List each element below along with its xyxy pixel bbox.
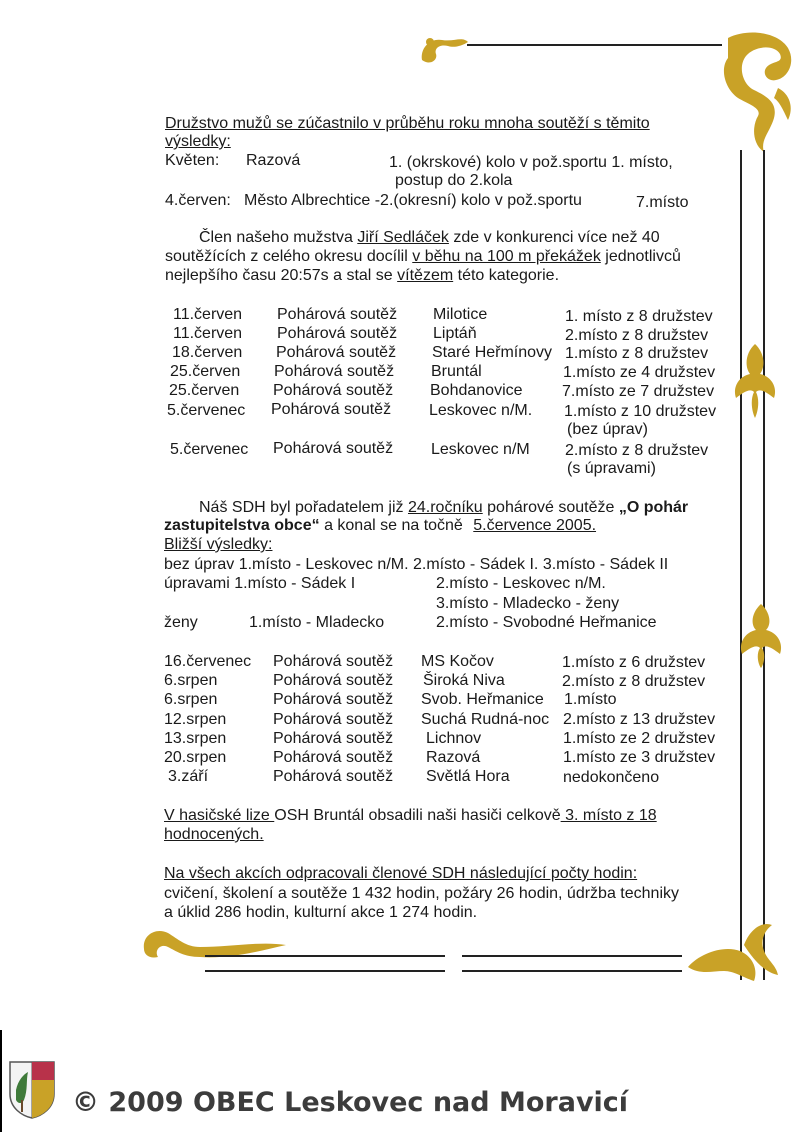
r4-place: Bruntál [431, 363, 482, 380]
s7-rank: nedokončeno [563, 769, 660, 786]
r5-type: Pohárová soutěž [273, 382, 394, 399]
may-result-line2: postup do 2.kola [395, 172, 513, 189]
copyright-text: © 2009 OBEC Leskovec nad Moravicí [72, 1087, 629, 1118]
s6-place: Razová [426, 749, 481, 766]
r5-date: 25.červen [169, 382, 240, 399]
s5-rank: 1.místo ze 2 družstev [563, 730, 716, 747]
cup-result-line2b: 2.místo - Leskovec n/M. [436, 575, 606, 592]
member-name: Jiří Sedláček [357, 229, 449, 246]
league-text-a: V hasičské lize [164, 807, 275, 824]
cup-name-1: „O pohár [618, 499, 689, 516]
scan-edge [0, 1030, 2, 1132]
hours-line2: a úklid 286 hodin, kulturní akce 1 274 hodin. [164, 904, 478, 921]
right-ornament-1 [730, 340, 780, 420]
member-event: v běhu na 100 m překážek [412, 248, 601, 265]
r1-rank: 1. místo z 8 družstev [565, 308, 713, 325]
top-rule [467, 44, 722, 46]
bottom-right-corner-ornament [684, 915, 780, 985]
r4-date: 25.červen [170, 363, 241, 380]
s2-rank: 2.místo z 8 družstev [562, 673, 706, 690]
r4-type: Pohárová soutěž [274, 363, 395, 380]
intro-heading-line2: výsledky: [165, 133, 231, 150]
member-text-1: Člen našeho mužstva [199, 229, 353, 246]
intro-heading-line1: Družstvo mužů se zúčastnilo v průběhu roku mnoha soutěží s těmito [165, 115, 650, 132]
r6-type: Pohárová soutěž [271, 401, 392, 418]
cup-name-2: zastupitelstva obce“ [164, 517, 320, 534]
may-result-line1: 1. (okrskové) kolo v pož.sportu 1. místo, [389, 154, 673, 171]
s4-date: 12.srpen [164, 711, 227, 728]
r7-date: 5.červenec [170, 441, 249, 458]
r1-type: Pohárová soutěž [277, 306, 398, 323]
r6-rank: 1.místo z 10 družstev [564, 403, 717, 420]
r1-date: 11.červen [173, 306, 243, 323]
s6-type: Pohárová soutěž [273, 749, 394, 766]
coat-of-arms-icon [8, 1060, 56, 1120]
cup-date: 5.července 2005. [473, 517, 597, 534]
top-right-corner-ornament [718, 28, 798, 158]
cup-text-3: a konal se na točně [324, 517, 463, 534]
r2-date: 11.červen [173, 325, 243, 342]
r1-place: Milotice [433, 306, 488, 323]
r7-rank: 2.místo z 8 družstev [565, 442, 709, 459]
r2-rank: 2.místo z 8 družstev [565, 327, 709, 344]
june-text: Město Albrechtice -2.(okresní) kolo v pož.sportu [244, 192, 582, 209]
bottom-left-ornament [140, 925, 290, 965]
s5-place: Lichnov [426, 730, 482, 747]
s1-type: Pohárová soutěž [273, 653, 394, 670]
r5-rank: 7.místo ze 7 družstev [562, 383, 715, 400]
cup-text-2: pohárové soutěže [487, 499, 615, 516]
bottom-left-rule-2 [205, 970, 445, 972]
league-line1 [164, 806, 657, 825]
league-text-b: OSH Bruntál obsadili naši hasiči celkově [274, 807, 561, 824]
s6-rank: 1.místo ze 3 družstev [563, 749, 716, 766]
r7-place: Leskovec n/M [431, 441, 530, 458]
member-text-4: jednotlivců [605, 248, 681, 265]
r2-place: Liptáň [433, 325, 477, 342]
bottom-right-rule-1 [462, 955, 682, 957]
r6-note: (bez úprav) [567, 421, 648, 438]
r7-type: Pohárová soutěž [273, 440, 394, 457]
member-winner: vítězem [397, 267, 454, 284]
top-scroll-ornament [418, 30, 470, 70]
member-text-2: zde v konkurenci více než 40 [453, 229, 660, 246]
s1-rank: 1.místo z 6 družstev [562, 654, 706, 671]
hours-heading: Na všech akcích odpracovali členové SDH následující počty hodin: [164, 865, 638, 882]
cup-result-line2a: úpravami 1.místo - Sádek I [164, 575, 356, 592]
hours-line1: cvičení, školení a soutěže 1 432 hodin, požáry 26 hodin, údržba techniky [164, 885, 679, 902]
s7-place: Světlá Hora [426, 768, 510, 785]
s3-place: Svob. Heřmanice [421, 691, 544, 708]
s1-date: 16.červenec [164, 653, 252, 670]
member-text-6: této kategorie. [457, 267, 560, 284]
may-label: Květen: [165, 152, 220, 169]
cup-result-women-1: 1.místo - Mladecko [249, 614, 385, 631]
june-rank: 7.místo [636, 194, 689, 211]
r3-rank: 1.místo z 8 družstev [565, 345, 709, 362]
cup-result-line1: bez úprav 1.místo - Leskovec n/M. 2.místo - Sádek I. 3.místo - Sádek II [164, 556, 669, 573]
cup-edition: 24.ročníku [407, 499, 483, 516]
cup-line1 [199, 498, 688, 517]
member-text-5: nejlepšího času 20:57s a stal se [165, 267, 393, 284]
right-border-outer [763, 150, 765, 980]
s6-date: 20.srpen [164, 749, 227, 766]
s3-date: 6.srpen [164, 691, 218, 708]
s5-type: Pohárová soutěž [273, 730, 394, 747]
s2-date: 6.srpen [164, 672, 218, 689]
cup-text-1: Náš SDH byl pořadatelem již [199, 499, 404, 516]
r4-rank: 1.místo ze 4 družstev [563, 364, 716, 381]
s4-rank: 2.místo z 13 družstev [563, 711, 716, 728]
bottom-left-rule-1 [205, 955, 445, 957]
right-ornament-2 [736, 600, 786, 670]
league-line2: hodnocených. [164, 826, 264, 843]
s2-place: Široká Niva [423, 672, 505, 689]
s1-place: MS Kočov [421, 653, 494, 670]
r5-place: Bohdanovice [430, 382, 523, 399]
r6-date: 5.červenec [167, 402, 246, 419]
may-place: Razová [246, 152, 301, 169]
cup-line2 [164, 516, 596, 535]
s5-date: 13.srpen [164, 730, 227, 747]
right-border-inner [740, 150, 742, 980]
cup-result-line3: 3.místo - Mladecko - ženy [436, 595, 620, 612]
s2-type: Pohárová soutěž [273, 672, 394, 689]
s3-rank: 1.místo [564, 691, 617, 708]
r3-place: Staré Heřmínovy [432, 344, 553, 361]
s4-type: Pohárová soutěž [273, 711, 394, 728]
cup-result-women-label: ženy [164, 614, 198, 631]
r7-note: (s úpravami) [567, 460, 656, 477]
member-line1 [199, 228, 660, 247]
s7-date: 3.září [168, 768, 209, 785]
s7-type: Pohárová soutěž [273, 768, 394, 785]
r3-type: Pohárová soutěž [276, 344, 397, 361]
member-line2 [165, 247, 681, 266]
bottom-right-rule-2 [462, 970, 682, 972]
r6-place: Leskovec n/M. [429, 402, 533, 419]
member-line3 [165, 266, 559, 285]
cup-result-women-2: 2.místo - Svobodné Heřmanice [436, 614, 657, 631]
league-rank: 3. místo z 18 [560, 807, 657, 824]
june-label: 4.červen: [165, 192, 231, 209]
r2-type: Pohárová soutěž [277, 325, 398, 342]
r3-date: 18.červen [172, 344, 243, 361]
cup-details-heading: Bližší výsledky: [164, 536, 273, 553]
member-text-3: soutěžících z celého okresu docílil [165, 248, 408, 265]
s3-type: Pohárová soutěž [273, 691, 394, 708]
s4-place: Suchá Rudná-noc [421, 711, 550, 728]
